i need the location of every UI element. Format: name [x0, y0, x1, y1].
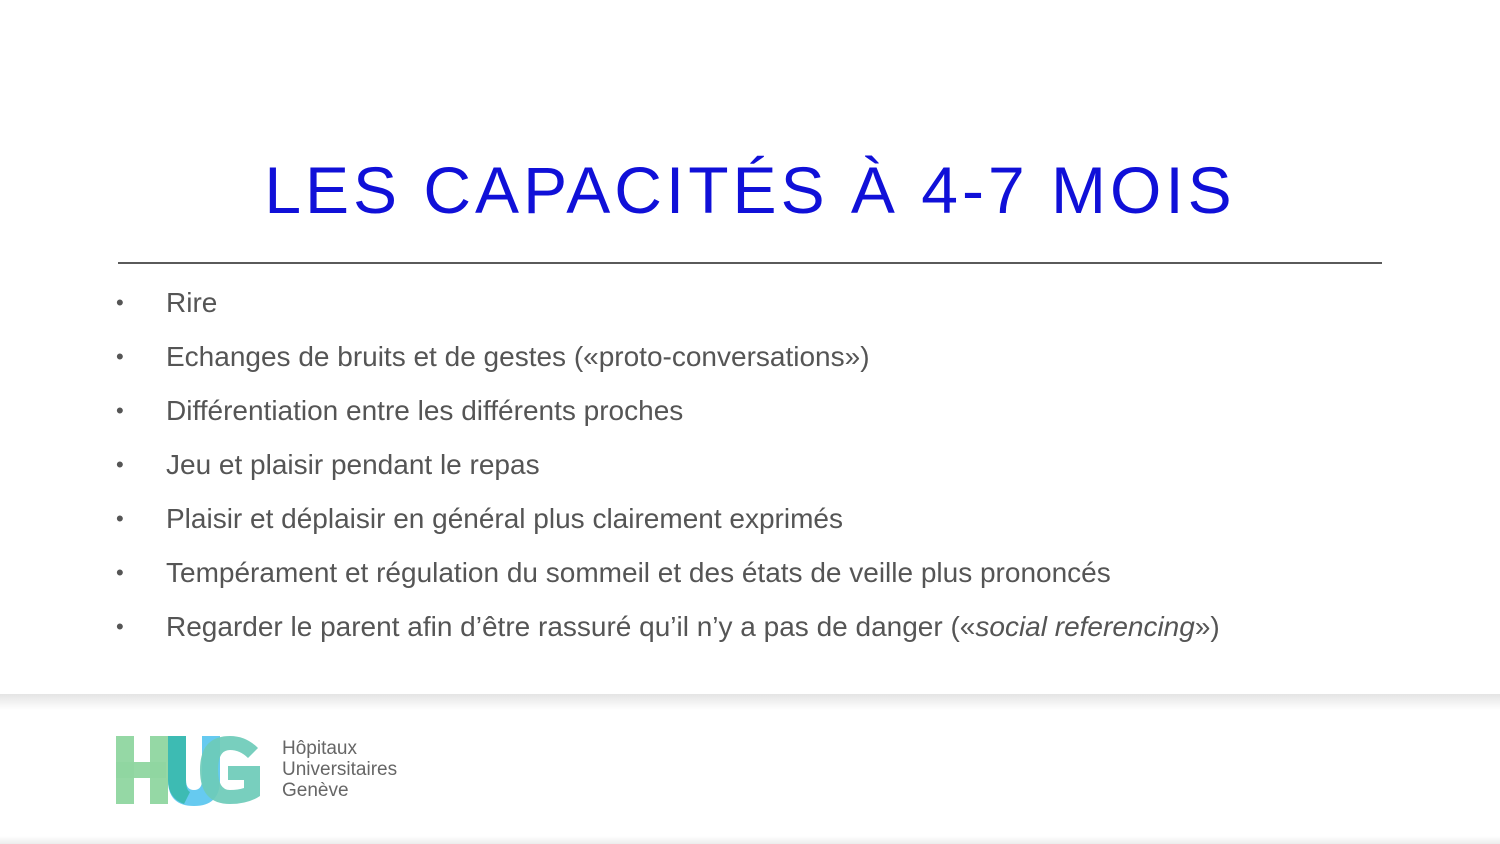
bullet-item — [0, 492, 1500, 546]
logo-line-3: Genève — [282, 780, 349, 801]
bullet-text — [166, 600, 1220, 654]
bullet-item — [0, 330, 1500, 384]
bullet-icon: • — [116, 452, 124, 477]
bullet-text-part: ») — [1194, 611, 1220, 642]
bullet-icon: • — [116, 560, 124, 585]
bullet-item — [0, 600, 1500, 654]
bullet-icon: • — [116, 344, 124, 369]
bullet-icon: • — [116, 398, 124, 423]
bullet-text: Différentiation entre les différents proches — [166, 395, 684, 426]
bullet-text: Plaisir et déplaisir en général plus clairement exprimés — [166, 503, 843, 534]
bullet-item — [0, 276, 1500, 330]
title-divider — [118, 262, 1382, 264]
logo-text — [282, 738, 397, 801]
bullet-icon: • — [116, 506, 124, 531]
bullet-text: Rire — [166, 287, 218, 318]
bullet-text: Jeu et plaisir pendant le repas — [166, 449, 540, 480]
bullet-icon: • — [116, 614, 124, 639]
bullet-icon: • — [116, 290, 124, 315]
hug-logo — [116, 734, 416, 806]
logo-line-1: Hôpitaux — [282, 738, 357, 759]
bullet-item — [0, 438, 1500, 492]
bottom-edge — [0, 836, 1500, 844]
bullet-text: Tempérament et régulation du sommeil et des états de veille plus prononcés — [166, 557, 1111, 588]
bullet-item — [0, 546, 1500, 600]
bullet-text-part: Regarder le parent afin d’être rassuré qu’il n’y a pas de danger (« — [166, 611, 976, 642]
bullet-item — [0, 384, 1500, 438]
hug-logo-mark-icon — [116, 734, 262, 806]
slide-title: LES CAPACITÉS À 4-7 MOIS — [264, 153, 1236, 227]
logo-line-2: Universitaires — [282, 759, 398, 780]
bullet-list — [0, 276, 1500, 654]
footer-divider — [0, 694, 1500, 710]
bullet-text: Echanges de bruits et de gestes («proto-conversations») — [166, 341, 870, 372]
bullet-text-italic: social referencing — [975, 611, 1195, 642]
